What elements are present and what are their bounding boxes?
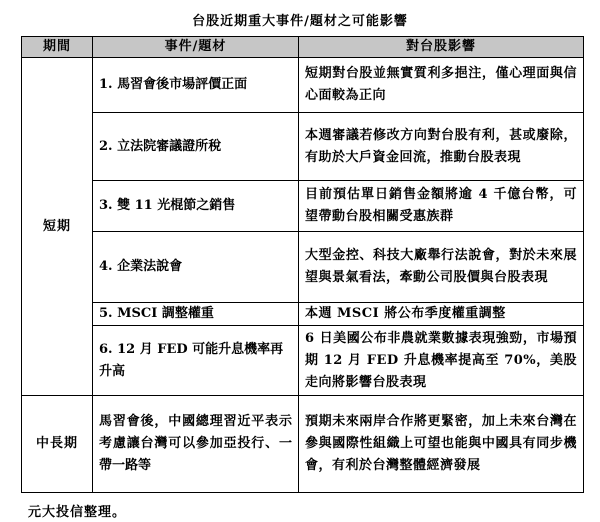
- event-cell: 1. 馬習會後市場評價正面: [93, 58, 299, 113]
- table-row: [22, 58, 584, 113]
- impact-cell: 本週 MSCI 將公布季度權重調整: [299, 303, 584, 326]
- event-cell: 4. 企業法說會: [93, 232, 299, 303]
- document-title: 台股近期重大事件/題材之可能影響: [192, 14, 408, 29]
- header-impact: 對台股影響: [299, 37, 584, 58]
- impact-cell: 短期對台股並無實質利多挹注，僅心理面與信心面較為正向: [299, 58, 584, 113]
- impact-cell: 大型金控、科技大廠舉行法說會，對於未來展望與景氣看法，牽動公司股價與台股表現: [299, 232, 584, 303]
- impact-cell: 6 日美國公布非農就業數據表現強勁，市場預期 12 月 FED 升息機率提高至 70%，美股走向將影響台股表現: [299, 326, 584, 396]
- impact-cell: 預期未來兩岸合作將更緊密，加上未來台灣在參與國際性組織上可望也能與中國具有同步機會，有利於台灣整體經濟發展: [299, 396, 584, 493]
- event-cell: 2. 立法院審議證所稅: [93, 113, 299, 181]
- source-note: 元大投信整理。: [28, 505, 127, 520]
- table-row: [22, 303, 584, 326]
- impact-cell: 本週審議若修改方向對台股有利，甚或廢除，有助於大戶資金回流，推動台股表現: [299, 113, 584, 181]
- table-row: [22, 181, 584, 232]
- table-row: [22, 232, 584, 303]
- header-period: 期間: [22, 37, 93, 58]
- period-mid-long: 中長期: [22, 396, 93, 493]
- header-event: 事件/題材: [93, 37, 299, 58]
- header-row: [22, 37, 584, 58]
- event-cell: 5. MSCI 調整權重: [93, 303, 299, 326]
- table-row: [22, 396, 584, 493]
- period-short: 短期: [22, 58, 93, 396]
- table-row: [22, 113, 584, 181]
- event-cell: 馬習會後，中國總理習近平表示考慮讓台灣可以參加亞投行、一帶一路等: [93, 396, 299, 493]
- event-cell: 6. 12 月 FED 可能升息機率再升高: [93, 326, 299, 396]
- table-row: [22, 326, 584, 396]
- impact-cell: 目前預估單日銷售金額將逾 4 千億台幣，可望帶動台股相關受惠族群: [299, 181, 584, 232]
- events-table: [21, 36, 584, 493]
- event-cell: 3. 雙 11 光棍節之銷售: [93, 181, 299, 232]
